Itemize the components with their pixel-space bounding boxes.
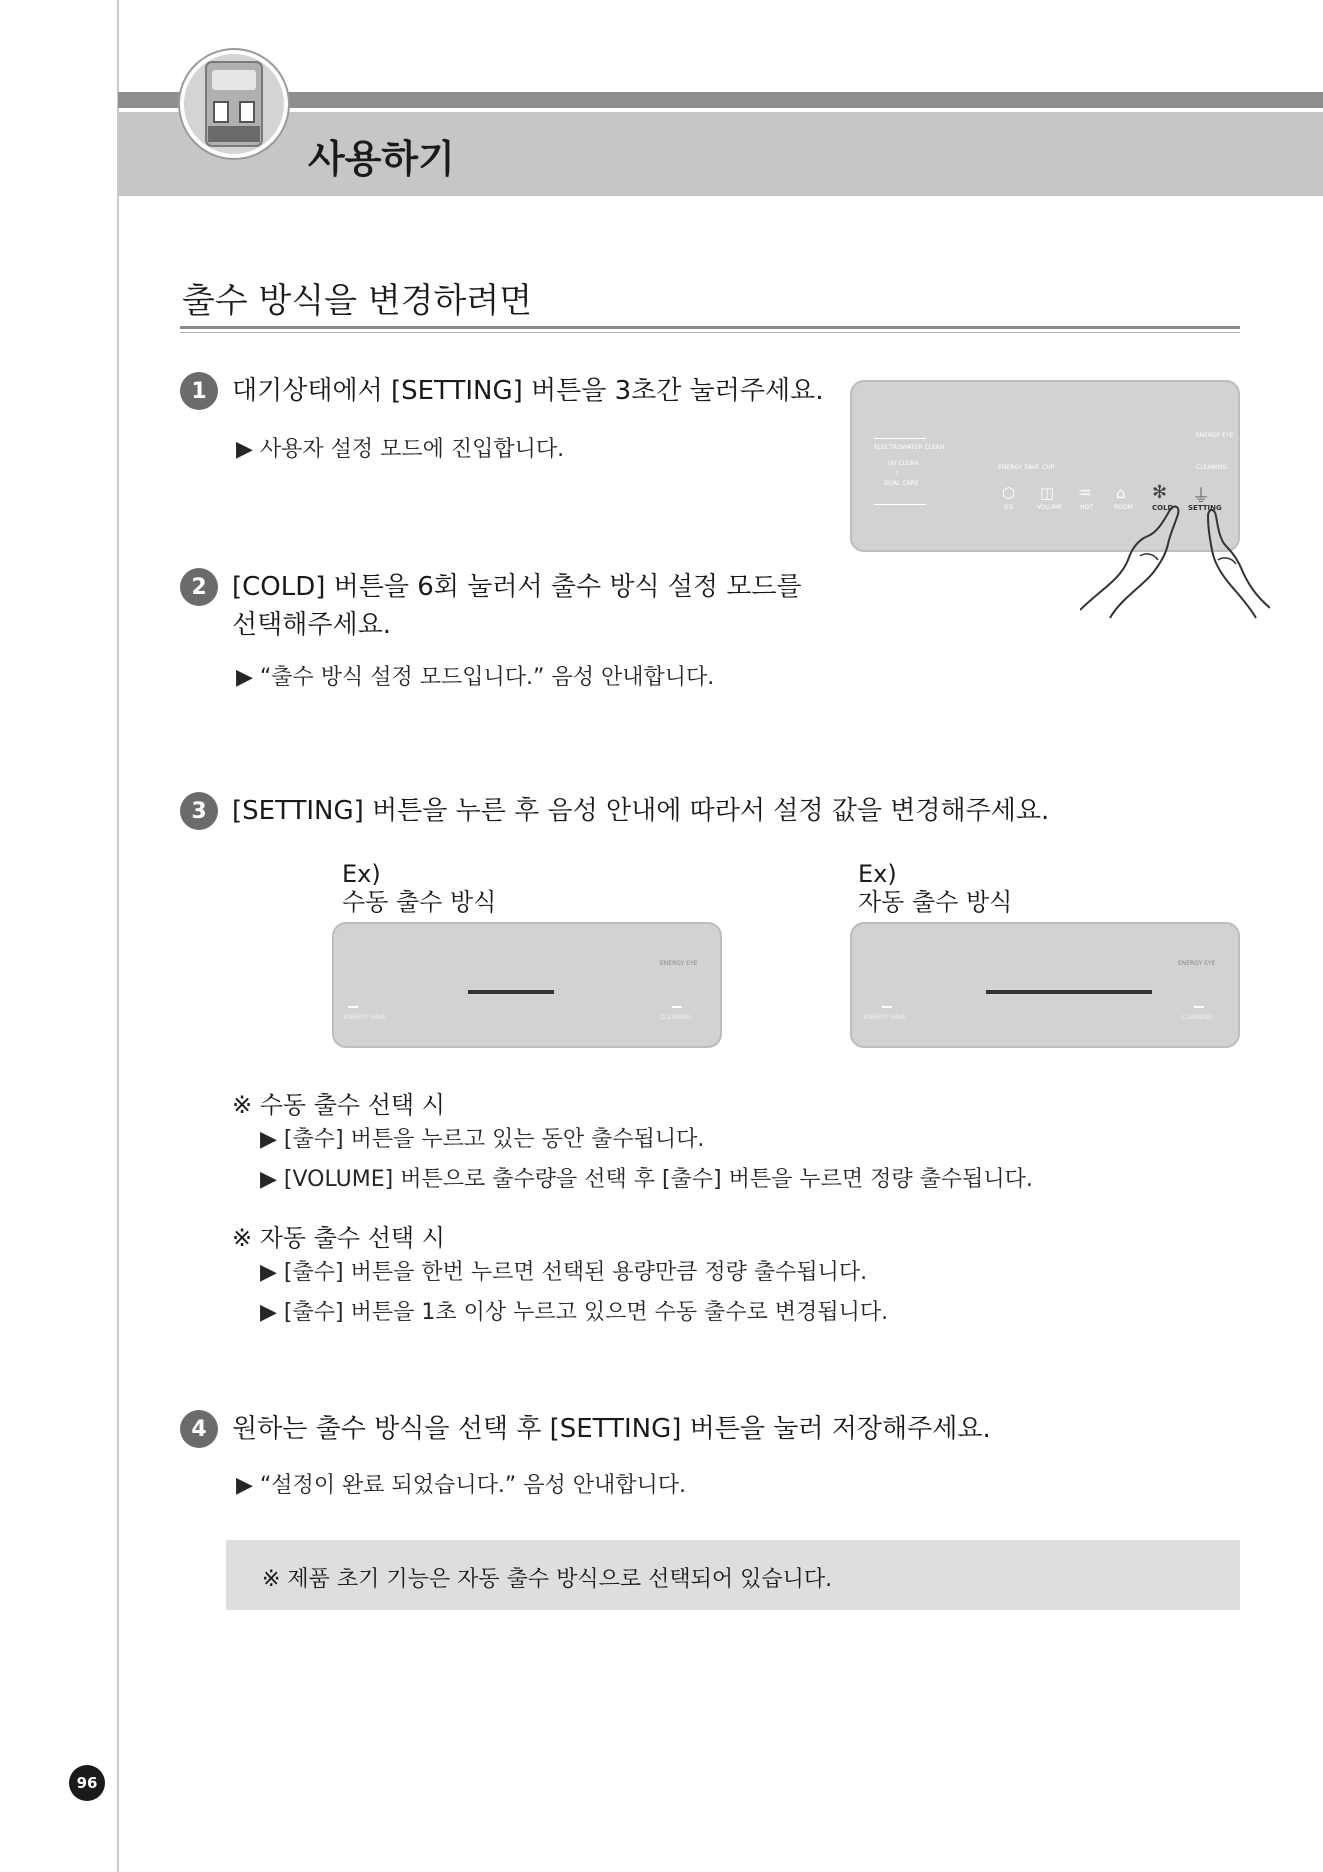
ex1-dash-right bbox=[672, 1006, 682, 1008]
panel-label-cup: CUP bbox=[1042, 464, 1055, 471]
panel-label-uv-clean: UV CLEAN bbox=[888, 460, 919, 467]
note-manual-title: ※ 수동 출수 선택 시 bbox=[232, 1091, 445, 1119]
page-title: 사용하기 bbox=[308, 137, 455, 181]
header-bar bbox=[118, 112, 1323, 196]
ex2-energy-save: ENERGY SAVE bbox=[864, 1014, 906, 1021]
step-2-badge: 2 bbox=[180, 568, 218, 606]
example-2-title: 자동 출수 방식 bbox=[858, 888, 1013, 916]
step-4-badge: 4 bbox=[180, 1410, 218, 1448]
ex2-display-bar bbox=[986, 990, 1152, 994]
margin-line bbox=[117, 0, 119, 1872]
step-3-badge: 3 bbox=[180, 792, 218, 830]
ex2-dash-left bbox=[882, 1006, 892, 1008]
step-1-sub: ▶ 사용자 설정 모드에 진입합니다. bbox=[236, 437, 565, 462]
ice-icon[interactable]: ⬡ bbox=[1002, 484, 1016, 502]
ex2-energy-eye: ENERGY EYE bbox=[1178, 960, 1216, 967]
setting-icon[interactable]: ⏚ bbox=[1192, 486, 1210, 507]
example-1-prefix: Ex) bbox=[342, 860, 381, 888]
note-manual-item-2: ▶ [VOLUME] 버튼으로 출수량을 선택 후 [출수] 버튼을 누르면 정량 출수됩니다. bbox=[260, 1167, 1033, 1192]
panel-rule-top bbox=[874, 438, 926, 439]
room-icon[interactable]: ⌂ bbox=[1116, 484, 1126, 502]
panel-label-dual-care: DUAL CARE bbox=[884, 480, 919, 487]
hands-pressing-icon bbox=[1080, 500, 1270, 620]
step-3-text: [SETTING] 버튼을 누른 후 음성 안내에 따라서 설정 값을 변경해주세요. bbox=[232, 796, 1050, 826]
step-2-sub: ▶ “출수 방식 설정 모드입니다.” 음성 안내합니다. bbox=[236, 665, 715, 690]
note-auto-item-1: ▶ [출수] 버튼을 한번 누르면 선택된 용량만큼 정량 출수됩니다. bbox=[260, 1260, 868, 1285]
ex1-dash-left bbox=[348, 1006, 358, 1008]
panel-btn-cold: COLD bbox=[1152, 504, 1174, 512]
section-title: 출수 방식을 변경하려면 bbox=[182, 281, 533, 321]
note-manual-item-1: ▶ [출수] 버튼을 누르고 있는 동안 출수됩니다. bbox=[260, 1127, 705, 1152]
volume-icon[interactable]: ◫ bbox=[1040, 484, 1055, 502]
example-1-display bbox=[332, 922, 722, 1048]
panel-btn-room: ROOM bbox=[1114, 504, 1133, 511]
water-purifier-icon bbox=[184, 54, 284, 154]
step-2-line1: [COLD] 버튼을 6회 눌러서 출수 방식 설정 모드를 bbox=[232, 572, 802, 602]
panel-label-divider: I bbox=[896, 470, 898, 477]
step-4-sub: ▶ “설정이 완료 되었습니다.” 음성 안내합니다. bbox=[236, 1473, 686, 1498]
section-rule bbox=[180, 326, 1240, 329]
panel-rule-bottom bbox=[874, 504, 926, 505]
panel-btn-hot: HOT bbox=[1080, 504, 1093, 511]
example-2-display bbox=[850, 922, 1240, 1048]
panel-btn-volume: VOLUME bbox=[1037, 504, 1063, 511]
page-number: 96 bbox=[69, 1765, 105, 1801]
ex2-cleaning: CLEANING bbox=[1182, 1014, 1213, 1021]
note-auto-title: ※ 자동 출수 선택 시 bbox=[232, 1224, 445, 1252]
panel-btn-ice: ICE bbox=[1004, 504, 1014, 511]
panel-btn-setting: SETTING bbox=[1188, 504, 1222, 512]
cold-icon[interactable]: ✻ bbox=[1152, 482, 1168, 503]
product-thumbnail bbox=[180, 50, 288, 158]
example-1-title: 수동 출수 방식 bbox=[342, 888, 497, 916]
hot-icon[interactable]: ♒ bbox=[1078, 484, 1092, 502]
panel-label-energy-save: ENERGY SAVE bbox=[998, 464, 1040, 471]
panel-label-cleaning: CLEANING bbox=[1196, 464, 1227, 471]
panel-label-energy-eye: ENERGY EYE bbox=[1196, 432, 1234, 439]
example-2-prefix: Ex) bbox=[858, 860, 897, 888]
ex1-energy-save: ENERGY SAVE bbox=[344, 1014, 386, 1021]
step-4-text: 원하는 출수 방식을 선택 후 [SETTING] 버튼을 눌러 저장해주세요. bbox=[232, 1414, 991, 1444]
ex2-dash-right bbox=[1194, 1006, 1204, 1008]
step-2-line2: 선택해주세요. bbox=[232, 610, 391, 640]
ex1-display-bar bbox=[468, 990, 554, 994]
step-1-badge: 1 bbox=[180, 372, 218, 410]
section-rule-thin bbox=[180, 332, 1240, 333]
panel-label-electrowater: ELECTROWATER CLEAN bbox=[874, 444, 945, 451]
footer-note: ※ 제품 초기 기능은 자동 출수 방식으로 선택되어 있습니다. bbox=[262, 1567, 833, 1592]
header-top-bar bbox=[118, 92, 1323, 108]
step-1-text: 대기상태에서 [SETTING] 버튼을 3초간 눌러주세요. bbox=[232, 376, 824, 406]
note-auto-item-2: ▶ [출수] 버튼을 1초 이상 누르고 있으면 수동 출수로 변경됩니다. bbox=[260, 1300, 889, 1325]
ex1-cleaning: CLEANING bbox=[660, 1014, 691, 1021]
ex1-energy-eye: ENERGY EYE bbox=[660, 960, 698, 967]
